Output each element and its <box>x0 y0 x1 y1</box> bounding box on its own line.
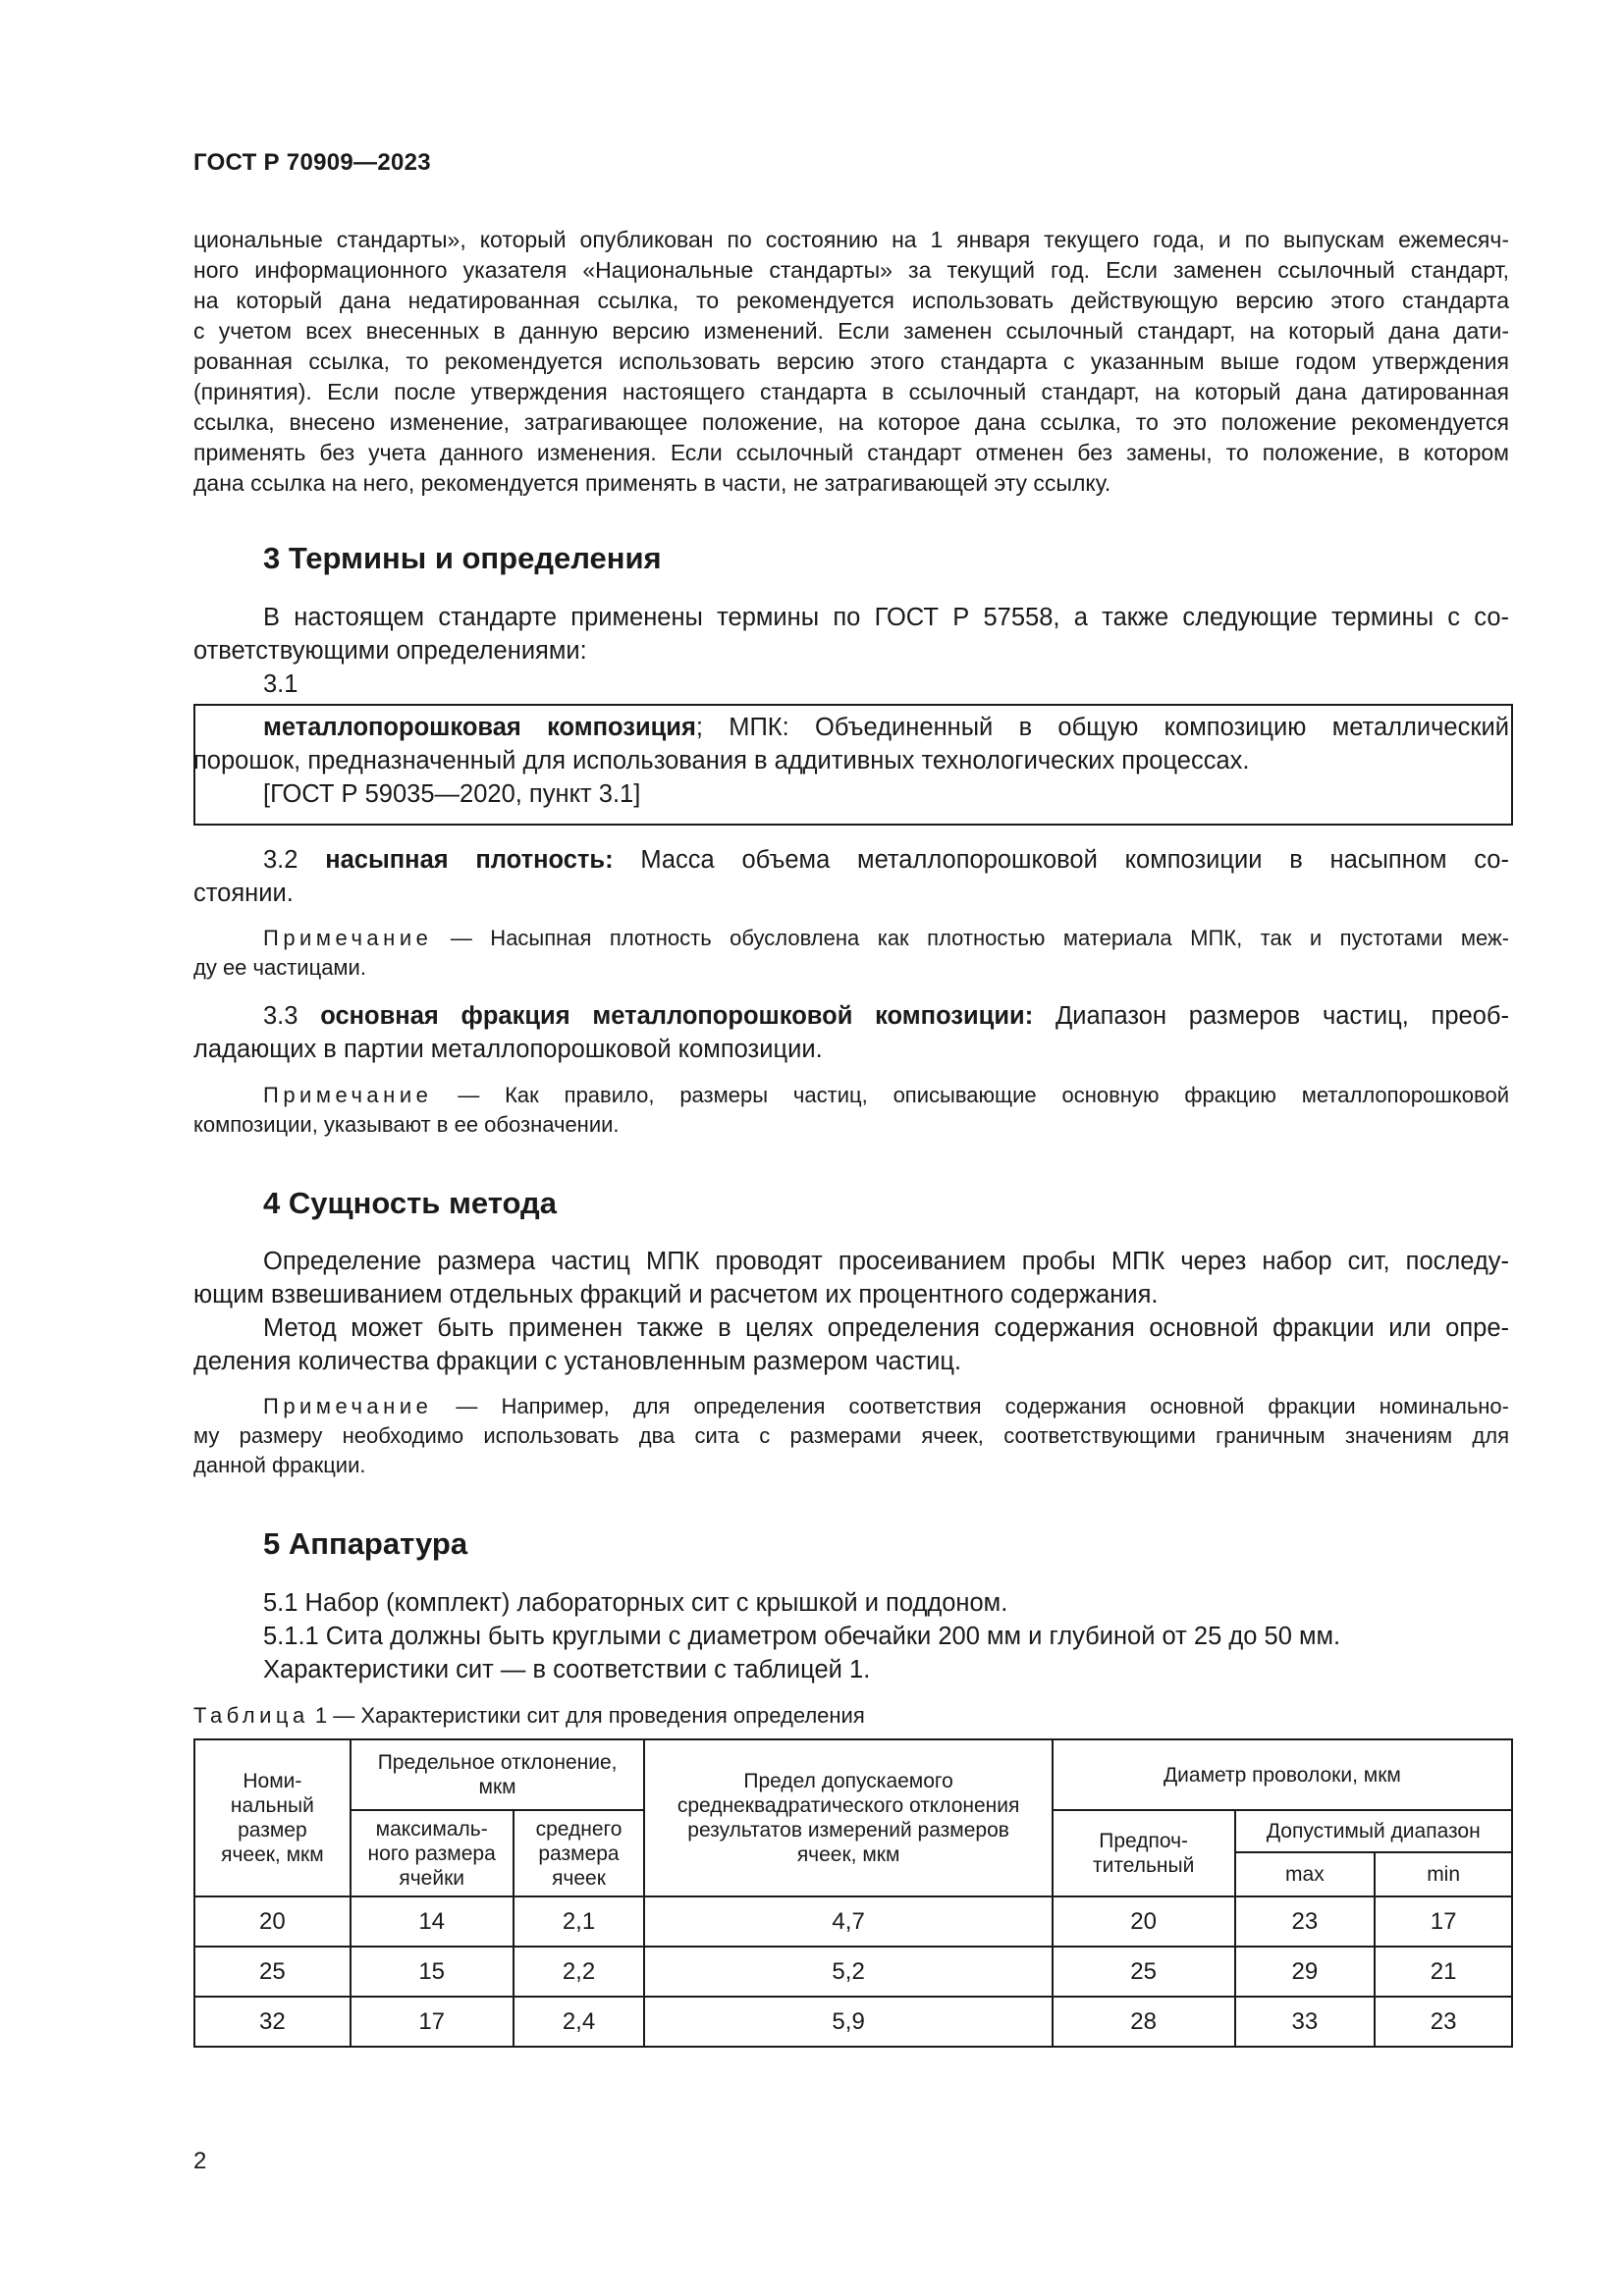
term-source: [ГОСТ Р 59035—2020, пункт 3.1] <box>263 780 641 808</box>
text-line: 5.1 Набор (комплект) лабораторных сит с крышкой и поддоном. <box>263 1589 1008 1617</box>
term-name: насыпная плотность: <box>325 846 614 874</box>
table-caption-text: 1 — Характеристики сит для проведения определения <box>308 1703 865 1728</box>
term-definition: Масса объема металлопорошковой композиции в насыпном со- <box>640 846 1509 874</box>
term-3-1 <box>193 711 1509 811</box>
text-line <box>193 999 1509 1033</box>
section-3-heading: 3 Термины и определения <box>263 541 662 575</box>
text-line: ответствующими определениями: <box>193 637 587 665</box>
table-cell: 25 <box>1053 1947 1235 1997</box>
text-line: му размеру необходимо использовать два сита с размерами ячеек, соответствующими граничным значениям для <box>193 1423 1509 1448</box>
text-line: В настоящем стандарте применены термины по ГОСТ Р 57558, а также следующие термины с со- <box>263 604 1509 631</box>
text-line <box>193 843 1509 877</box>
table-row <box>194 1997 1512 2047</box>
section-5-heading: 5 Аппаратура <box>263 1526 468 1561</box>
header-max: max <box>1235 1852 1376 1896</box>
table-cell: 17 <box>351 1997 514 2047</box>
note-text: — Насыпная плотность обусловлена как плотностью материала МПК, так и пустотами меж- <box>432 926 1509 950</box>
text-line: композиции, указывают в ее обозначении. <box>193 1112 620 1137</box>
table-row <box>194 1896 1512 1947</box>
section-5-text <box>193 1586 1509 1686</box>
term-3-3 <box>193 999 1509 1066</box>
table-cell: 5,9 <box>644 1997 1052 2047</box>
header-mean-cell: среднего размера ячеек <box>514 1810 645 1896</box>
header-deviation: Предельное отклонение, мкм <box>351 1739 645 1810</box>
text-line: 5.1.1 Сита должны быть круглыми с диаметром обечайки 200 мм и глубиной от 25 до 50 мм. <box>263 1623 1341 1650</box>
header-wire-diameter: Диаметр проволоки, мкм <box>1053 1739 1512 1810</box>
text-line: ющим взвешиванием отдельных фракций и расчетом их процентного содержания. <box>193 1281 1159 1308</box>
term-definition: Диапазон размеров частиц, преоб- <box>1055 1002 1509 1030</box>
table-cell: 25 <box>194 1947 351 1997</box>
text-line: ного информационного указателя «Национальные стандарты» за текущий год. Если заменен ссылочный стандарт, <box>193 257 1509 283</box>
text-line: дана ссылка на него, рекомендуется применять в части, не затрагивающей эту ссылку. <box>193 470 1111 496</box>
table-cell: 2,1 <box>514 1896 645 1947</box>
text-line <box>193 1081 1509 1110</box>
header-rms-limit: Предел допускаемого среднеквадратического отклонения результатов измерений размеров ячеек, мкм <box>644 1739 1052 1896</box>
table-cell: 20 <box>1053 1896 1235 1947</box>
table-cell: 33 <box>1235 1997 1376 2047</box>
note-4 <box>193 1392 1509 1480</box>
table-cell: 14 <box>351 1896 514 1947</box>
header-max-cell: максималь- ного размера ячейки <box>351 1810 514 1896</box>
section-4-paragraph-1 <box>193 1245 1509 1378</box>
text-line: порошок, предназначенный для использования в аддитивных технологических процессах. <box>193 747 1250 774</box>
text-line: (принятия). Если после утверждения настоящего стандарта в ссылочный стандарт, на который дана датированная <box>193 379 1509 404</box>
text-line <box>193 711 1509 744</box>
text-line: с учетом всех внесенных в данную версию изменений. Если заменен ссылочный стандарт, на который дана дати- <box>193 318 1509 344</box>
header-allowed-range: Допустимый диапазон <box>1235 1810 1512 1852</box>
note-label: Примечание <box>263 926 433 950</box>
term-name: основная фракция металлопорошковой композиции: <box>320 1002 1034 1030</box>
table-cell: 32 <box>194 1997 351 2047</box>
table-cell: 2,4 <box>514 1997 645 2047</box>
header-preferred: Предпоч- тительный <box>1053 1810 1235 1896</box>
document-header: ГОСТ Р 70909—2023 <box>193 149 431 176</box>
term-number: 3.3 <box>263 1002 298 1030</box>
table-cell: 15 <box>351 1947 514 1997</box>
table-cell: 5,2 <box>644 1947 1052 1997</box>
text-line: рованная ссылка, то рекомендуется использовать версию этого стандарта с указанным выше годом утверждения <box>193 348 1509 374</box>
text-line: деления количества фракции с установленным размером частиц. <box>193 1348 962 1375</box>
text-line: данной фракции. <box>193 1453 366 1477</box>
term-3-2 <box>193 843 1509 910</box>
text-line: на который дана недатированная ссылка, то рекомендуется использовать действующую версию этого стандарта <box>193 288 1509 313</box>
table-cell: 28 <box>1053 1997 1235 2047</box>
table-cell: 29 <box>1235 1947 1376 1997</box>
text-line <box>193 924 1509 953</box>
text-line: Метод может быть применен также в целях определения содержания основной фракции или опре- <box>263 1314 1509 1342</box>
text-line: применять без учета данного изменения. Если ссылочный стандарт отменен без замены, то положение, в котором <box>193 440 1509 465</box>
page-number: 2 <box>193 2148 207 2174</box>
text-line <box>193 1392 1509 1421</box>
note-text: — Как правило, размеры частиц, описывающие основную фракцию металлопорошковой <box>432 1083 1509 1107</box>
text-line: ду ее частицами. <box>193 955 366 980</box>
text-line: Характеристики сит — в соответствии с таблицей 1. <box>263 1656 871 1683</box>
table-cell: 17 <box>1375 1896 1512 1947</box>
term-definition: ; МПК: Объединенный в общую композицию металлический <box>695 714 1509 741</box>
table-cell: 4,7 <box>644 1896 1052 1947</box>
header-nominal-size: Номи- нальный размер ячеек, мкм <box>194 1739 351 1896</box>
sieve-characteristics-table <box>193 1738 1513 2048</box>
table-row <box>194 1947 1512 1997</box>
table-caption-label: Таблица <box>193 1703 309 1728</box>
text-line: циональные стандарты», который опубликован по состоянию на 1 января текущего года, и по выпускам ежемесяч- <box>193 227 1509 252</box>
table-cell: 23 <box>1235 1896 1376 1947</box>
note-text: — Например, для определения соответствия содержания основной фракции номинально- <box>432 1394 1509 1418</box>
table-cell: 21 <box>1375 1947 1512 1997</box>
text-line: ссылка, внесено изменение, затрагивающее положение, на которое дана ссылка, то это положение рекомендуется <box>193 409 1509 435</box>
intro-paragraph <box>193 225 1509 499</box>
note-3-2 <box>193 924 1509 983</box>
table-cell: 20 <box>194 1896 351 1947</box>
note-label: Примечание <box>263 1394 433 1418</box>
section-4-heading: 4 Сущность метода <box>263 1186 557 1220</box>
term-name: металлопорошковая композиция <box>263 714 696 741</box>
table-cell: 23 <box>1375 1997 1512 2047</box>
section-3-intro <box>193 601 1509 701</box>
text-line: Определение размера частиц МПК проводят просеиванием пробы МПК через набор сит, последу- <box>263 1248 1509 1275</box>
note-label: Примечание <box>263 1083 433 1107</box>
note-3-3 <box>193 1081 1509 1140</box>
table-caption <box>193 1703 865 1729</box>
term-number: 3.1 <box>263 670 298 698</box>
text-line: стоянии. <box>193 880 294 907</box>
table-cell: 2,2 <box>514 1947 645 1997</box>
text-line: ладающих в партии металлопорошковой композиции. <box>193 1036 823 1063</box>
term-number: 3.2 <box>263 846 298 874</box>
header-min: min <box>1375 1852 1512 1896</box>
